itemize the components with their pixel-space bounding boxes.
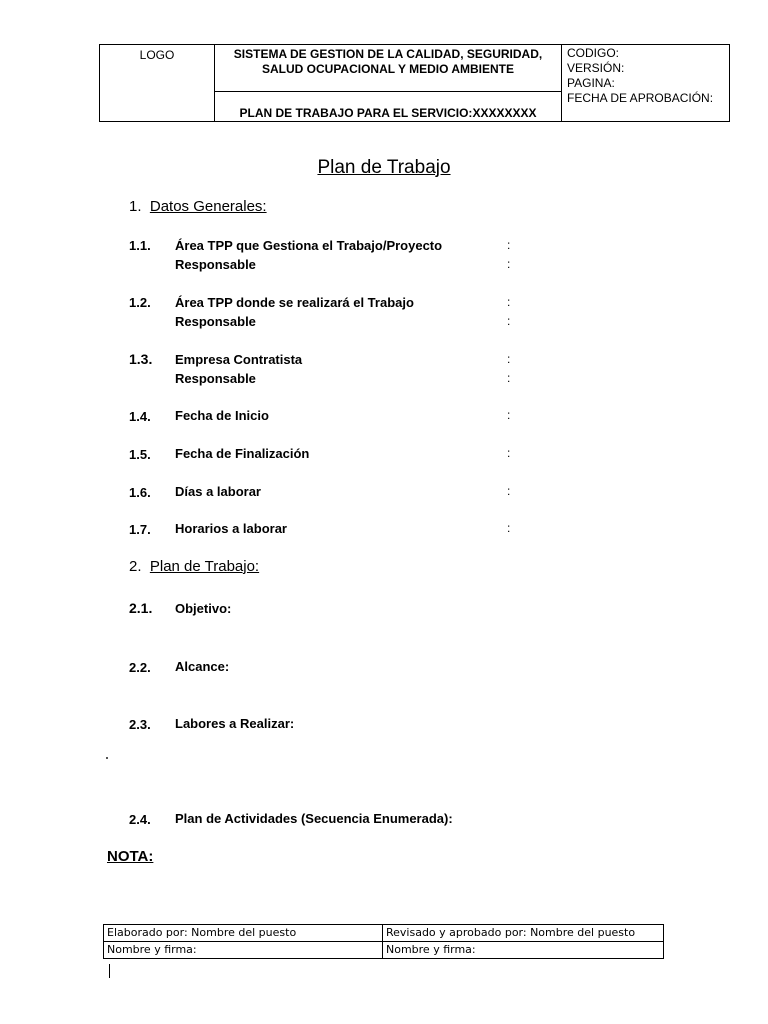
page-title: Plan de Trabajo [317,157,451,178]
section-2-heading [129,558,259,575]
system-title-line2: SALUD OCUPACIONAL Y MEDIO AMBIENTE [261,62,515,76]
document-header-table [99,44,730,122]
item-1-4-number: 1.4. [129,409,151,424]
colon: : [507,257,511,271]
nota-heading: NOTA: [107,848,154,865]
section-2-label: Plan de Trabajo: [149,558,260,575]
document-meta [562,45,730,122]
system-title [215,45,562,92]
firma-right-cell[interactable]: Nombre y firma: [383,942,664,959]
version-label: VERSIÓN: [567,61,625,75]
system-title-line1: SISTEMA DE GESTION DE LA CALIDAD, SEGURIDAD, [233,47,543,61]
section-1-number: 1. [129,198,142,215]
item-2-3-label: Labores a Realizar: [175,716,295,731]
item-1-6-number: 1.6. [129,485,151,500]
fecha-aprobacion-label: FECHA DE APROBACIÓN: [567,91,714,105]
item-1-3-number: 1.3. [129,351,153,367]
codigo-label: CODIGO: [567,46,620,60]
colon: : [507,295,511,309]
item-2-4-label: Plan de Actividades (Secuencia Enumerada): [175,811,453,826]
item-1-7-colon: : [507,521,511,535]
elaborado-por-cell[interactable]: Elaborado por: Nombre del puesto [104,925,383,942]
colon: : [507,238,511,252]
item-1-6-colon: : [507,484,511,498]
section-1-heading [129,198,267,215]
item-1-4-colon: : [507,408,511,422]
pagina-label: PAGINA: [567,76,615,90]
item-2-2-label: Alcance: [175,659,230,674]
item-1-5-label: Fecha de Finalización [175,446,310,461]
item-1-5-number: 1.5. [129,447,151,462]
revisado-por-cell[interactable]: Revisado y aprobado por: Nombre del puesto [383,925,664,942]
item-1-2-number: 1.2. [129,295,151,310]
item-2-1-number: 2.1. [129,600,153,616]
item-1-4-label: Fecha de Inicio [175,408,269,423]
item-1-2-colons [507,293,510,331]
colon: : [507,352,511,366]
item-1-1-title: Área TPP que Gestiona el Trabajo/Proyecto [175,238,443,253]
item-1-7-number: 1.7. [129,522,151,537]
item-1-1-responsable: Responsable [175,257,256,272]
section-1-label: Datos Generales: [149,198,267,215]
item-1-1-label [175,236,442,274]
item-1-3-colons [507,350,510,388]
section-2-number: 2. [129,558,142,575]
colon: : [507,314,511,328]
plan-service-prefix: PLAN DE TRABAJO PARA EL SERVICIO: [239,106,473,120]
item-1-3-responsable: Responsable [175,371,256,386]
item-2-4-number: 2.4. [129,812,151,827]
colon: : [507,371,511,385]
plan-service-name: XXXXXXXX [472,106,537,120]
item-1-2-label [175,293,414,331]
item-1-3-title: Empresa Contratista [175,352,303,367]
item-1-1-colons [507,236,510,274]
text-cursor [109,964,110,978]
item-1-3-label [175,350,302,388]
logo-placeholder: LOGO [100,45,215,122]
item-2-1-label: Objetivo: [175,601,232,616]
plan-service-title [215,92,562,122]
item-1-1-number: 1.1. [129,238,151,253]
firma-left-cell[interactable]: Nombre y firma: [104,942,383,959]
item-2-3-number: 2.3. [129,717,151,732]
item-1-2-responsable: Responsable [175,314,256,329]
signature-table [103,924,664,959]
item-1-6-label: Días a laborar [175,484,261,499]
stray-dot [106,757,108,759]
item-1-5-colon: : [507,446,511,460]
item-1-2-title: Área TPP donde se realizará el Trabajo [175,295,414,310]
item-2-2-number: 2.2. [129,660,151,675]
item-1-7-label: Horarios a laborar [175,521,287,536]
